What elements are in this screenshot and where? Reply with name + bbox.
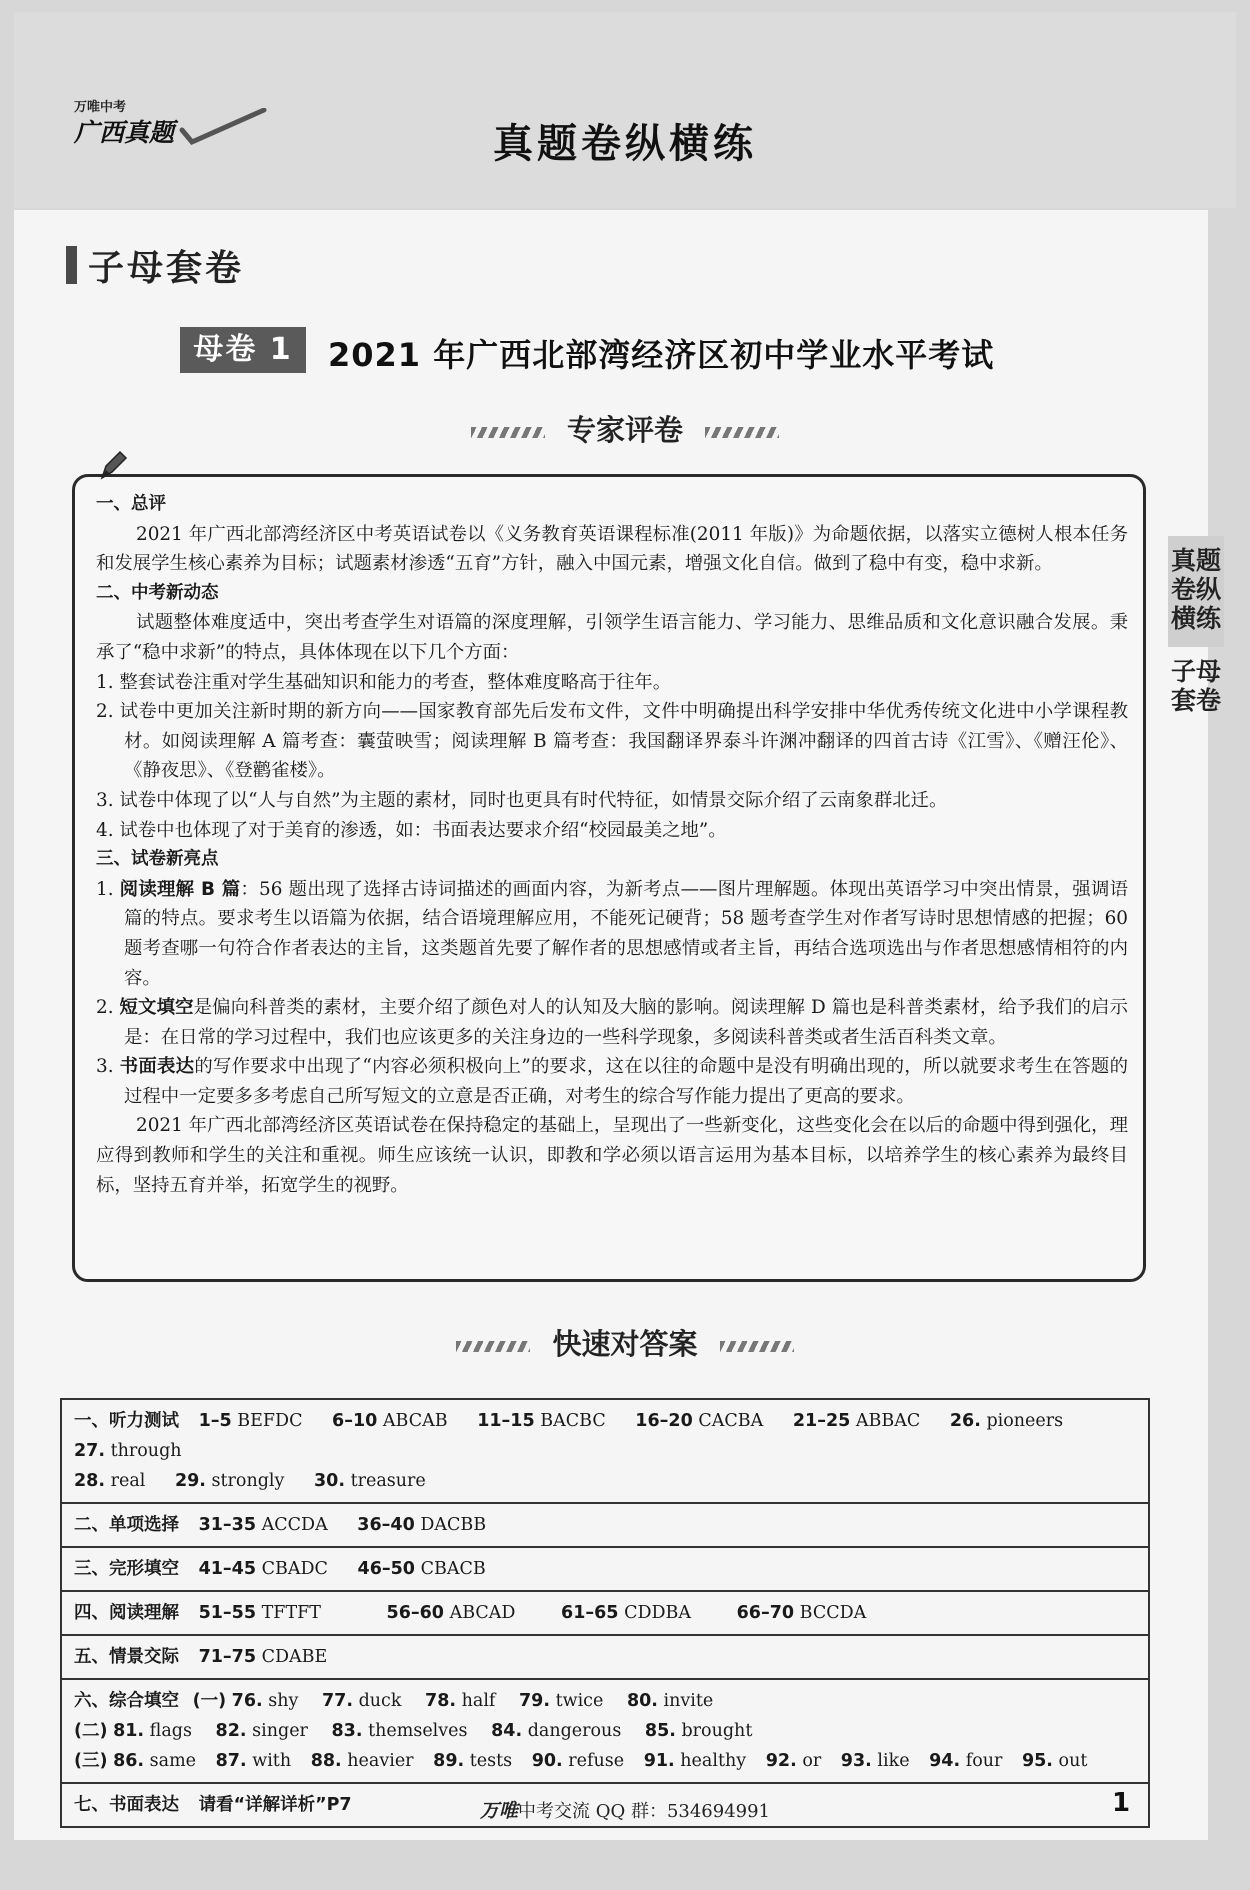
answer: shy	[268, 1691, 299, 1711]
question-number: 27.	[74, 1441, 106, 1461]
item-text: ：56 题出现了选择古诗词描述的画面内容，为新考点——图片理解题。体现出英语学习中突出情景，强调语篇的特点。要求考生以语篇为依据，结合语境理解应用，不能死记硬背；58 题考查学生对作者写诗时思想情感的把握；60 题考查哪一句符合作者表达的主旨，这类题首先要了解作者的思想感情或者主旨，再结合选项选出与作者思想感情相符的内容。	[124, 878, 1128, 989]
answer: brought	[681, 1721, 753, 1741]
review-paragraph-1: 2021 年广西北部湾经济区中考英语试卷以《义务教育英语课程标准(2011 年版)》为命题依据，以落实立德树人根本任务和发展学生核心素养为目标；试题素材渗透“五育”方针，融入中国元素，增强文化自信。做到了稳中有变，稳中求新。	[96, 523, 1128, 575]
range: 66–70	[736, 1603, 795, 1623]
writing-note: 请看“详解详析”P7	[198, 1795, 352, 1815]
list-item: 2. 试卷中更加关注新时期的新方向——国家教育部先后发布文件，文件中明确提出科学安排中华优秀传统文化进中小学课程教材。如阅读理解 A 篇考查：囊萤映雪；阅读理解 B 篇考查：我国翻译界泰斗许渊冲翻译的四首古诗《江雪》、《赠汪伦》、《静夜思》、《登鹳雀楼》。	[96, 701, 1128, 782]
item-number: 1.	[96, 878, 114, 900]
question-number: 94.	[929, 1751, 961, 1771]
answer: CDABE	[261, 1647, 328, 1667]
pen-icon	[96, 448, 130, 482]
answer: CDDBA	[624, 1603, 692, 1623]
brand-name: 广西真题	[74, 118, 175, 147]
review-paragraph-2: 试题整体难度适中，突出考查学生对语篇的深度理解，引领学生语言能力、学习能力、思维品质和文化意识融合发展。秉承了“稳中求新”的特点，具体体现在以下几个方面：	[96, 612, 1128, 663]
answer: with	[252, 1751, 292, 1771]
range: 1–5	[198, 1411, 232, 1431]
answer: ABBAC	[855, 1411, 921, 1431]
row-label: 五、情景交际	[74, 1647, 179, 1667]
list-item: 4. 试卷中也体现了对于美育的渗透，如：书面表达要求介绍“校园最美之地”。	[96, 819, 727, 841]
row-label: 七、书面表达	[74, 1795, 179, 1815]
paper-title: 2021 年广西北部湾经济区初中学业水平考试	[328, 336, 995, 374]
answer: like	[877, 1751, 910, 1771]
question-number: 78.	[425, 1691, 457, 1711]
answer: ABCAB	[382, 1411, 448, 1431]
stripes-right	[705, 427, 779, 438]
answer: out	[1058, 1751, 1088, 1771]
answer: CACBA	[698, 1411, 764, 1431]
row-label: 一、听力测试	[74, 1411, 179, 1431]
section-title: 子母套卷	[88, 248, 245, 289]
question-number: 83.	[331, 1721, 363, 1741]
row-label: 六、综合填空	[74, 1691, 179, 1711]
answer: same	[149, 1751, 197, 1771]
range: 21–25	[792, 1411, 851, 1431]
question-number: 77.	[321, 1691, 353, 1711]
list-item	[96, 875, 1128, 993]
answer: tests	[469, 1751, 513, 1771]
answer-row-fill-in	[62, 1680, 1148, 1784]
question-number: 81.	[113, 1721, 145, 1741]
paper-badge: 母卷 1	[180, 327, 306, 373]
answer: half	[461, 1691, 496, 1711]
stripes-right	[720, 1341, 794, 1352]
review-heading-3: 三、试卷新亮点	[96, 849, 219, 870]
answer: refuse	[568, 1751, 625, 1771]
answer-row-single-choice	[62, 1504, 1148, 1548]
question-number: 30.	[313, 1471, 345, 1491]
answer: BCCDA	[799, 1603, 867, 1623]
answer: TFTFT	[261, 1603, 321, 1623]
answers-title: 快速对答案	[552, 1327, 698, 1361]
question-number: 28.	[74, 1471, 106, 1491]
row-label: 四、阅读理解	[74, 1603, 179, 1623]
answer: dangerous	[527, 1721, 622, 1741]
item-keyword: 短文填空	[119, 997, 194, 1019]
item-text: 的写作要求中出现了“内容必须积极向上”的要求，这在以往的命题中是没有明确出现的，所以就要求考生在答题的过程中一定要多多考虑自己所写短文的立意是否正确，对考生的综合写作能力提出了更高的要求。	[124, 1056, 1128, 1107]
answer: flags	[149, 1721, 192, 1741]
question-number: 84.	[491, 1721, 523, 1741]
side-tab-current: 真题卷纵横练	[1168, 536, 1224, 647]
stripes-left	[471, 427, 545, 438]
item-number: 2.	[96, 997, 114, 1019]
answer-row-cloze	[62, 1548, 1148, 1592]
answer: BEFDC	[237, 1411, 303, 1431]
page-number: 1	[1112, 1788, 1131, 1818]
row-label: 三、完形填空	[74, 1559, 179, 1579]
stripes-left	[456, 1341, 530, 1352]
question-number: 88.	[310, 1751, 342, 1771]
side-tab-sub: 子母套卷	[1170, 657, 1221, 715]
section-bar	[66, 246, 77, 284]
range: 46–50	[357, 1559, 415, 1579]
answer: CBADC	[261, 1559, 328, 1579]
range: 56–60	[386, 1603, 444, 1623]
answer: themselves	[368, 1721, 468, 1741]
answer: singer	[252, 1721, 308, 1741]
answer: BACBC	[540, 1411, 606, 1431]
list-item	[96, 993, 1128, 1052]
subsection-label: (一)	[192, 1691, 227, 1711]
answer: healthy	[680, 1751, 747, 1771]
answer: invite	[663, 1691, 714, 1711]
range: 31–35	[198, 1515, 257, 1535]
answers-heading	[0, 1322, 1250, 1363]
answer: through	[110, 1441, 182, 1461]
question-number: 93.	[840, 1751, 872, 1771]
question-number: 80.	[626, 1691, 658, 1711]
range: 36–40	[357, 1515, 415, 1535]
footer	[0, 1796, 1250, 1823]
question-number: 79.	[518, 1691, 550, 1711]
answer: pioneers	[986, 1411, 1064, 1431]
range: 11–15	[477, 1411, 535, 1431]
item-text: 是偏向科普类的素材，主要介绍了颜色对人的认知及大脑的影响。阅读理解 D 篇也是科普类素材，给予我们的启示是：在日常的学习过程中，我们也应该更多的关注身边的一些科学现象，多阅读科普类或者生活百科类文章。	[124, 997, 1128, 1048]
question-number: 90.	[531, 1751, 563, 1771]
question-number: 26.	[949, 1411, 981, 1431]
answer: four	[965, 1751, 1003, 1771]
answer: twice	[555, 1691, 604, 1711]
list-item: 3. 试卷中体现了以“人与自然”为主题的素材，同时也更具有时代特征，如情景交际介绍了云南象群北迁。	[96, 789, 948, 811]
header-title: 真题卷纵横练	[493, 121, 757, 167]
question-number: 87.	[215, 1751, 247, 1771]
side-tab	[1168, 536, 1224, 725]
question-number: 82.	[215, 1721, 247, 1741]
footer-brand: 万唯	[479, 1800, 518, 1822]
answer: DACBB	[420, 1515, 487, 1535]
row-label: 二、单项选择	[74, 1515, 179, 1535]
list-item	[96, 1052, 1128, 1111]
item-keyword: 书面表达	[119, 1056, 195, 1078]
review-heading-2: 二、中考新动态	[96, 582, 219, 603]
answer: duck	[358, 1691, 402, 1711]
answer: real	[110, 1471, 146, 1491]
review-title: 专家评卷	[566, 413, 683, 447]
range: 61–65	[561, 1603, 619, 1623]
answer-row-listening	[62, 1400, 1148, 1504]
subsection-label: (二)	[74, 1721, 108, 1741]
question-number: 29.	[174, 1471, 206, 1491]
answer-row-reading	[62, 1592, 1148, 1636]
question-number: 95.	[1021, 1751, 1053, 1771]
range: 51–55	[198, 1603, 257, 1623]
question-number: 76.	[231, 1691, 263, 1711]
item-keyword: 阅读理解 B 篇	[119, 878, 241, 900]
review-paragraph-3: 2021 年广西北部湾经济区英语试卷在保持稳定的基础上，呈现出了一些新变化，这些变化会在以后的命题中得到强化，理应得到教师和学生的关注和重视。师生应该统一认识，即教和学必须以语言运用为基本目标，以培养学生的核心素养为最终目标，坚持五育并举，拓宽学生的视野。	[96, 1115, 1128, 1196]
subsection-label: (三)	[74, 1751, 108, 1771]
question-number: 91.	[643, 1751, 675, 1771]
answer-table	[60, 1398, 1150, 1828]
brand-small-text: 万唯中考	[74, 100, 127, 115]
question-number: 85.	[644, 1721, 676, 1741]
answer: or	[802, 1751, 822, 1771]
range: 41–45	[198, 1559, 257, 1579]
review-heading	[0, 408, 1250, 449]
answer: strongly	[211, 1471, 285, 1491]
question-number: 86.	[113, 1751, 145, 1771]
answer: ABCAD	[449, 1603, 516, 1623]
range: 71–75	[198, 1647, 257, 1667]
question-number: 92.	[765, 1751, 797, 1771]
range: 6–10	[332, 1411, 378, 1431]
answer: treasure	[350, 1471, 426, 1491]
answer-row-dialogue	[62, 1636, 1148, 1680]
range: 16–20	[635, 1411, 693, 1431]
answer: ACCDA	[261, 1515, 328, 1535]
question-number: 89.	[433, 1751, 465, 1771]
footer-text: 中考交流 QQ 群：534694991	[517, 1801, 771, 1822]
answer: CBACB	[420, 1559, 486, 1579]
answer: heavier	[347, 1751, 414, 1771]
review-content	[96, 490, 1128, 1200]
list-item: 1. 整套试卷注重对学生基础知识和能力的考查，整体难度略高于往年。	[96, 671, 672, 693]
item-number: 3.	[96, 1056, 114, 1078]
review-heading-1: 一、总评	[96, 494, 166, 514]
